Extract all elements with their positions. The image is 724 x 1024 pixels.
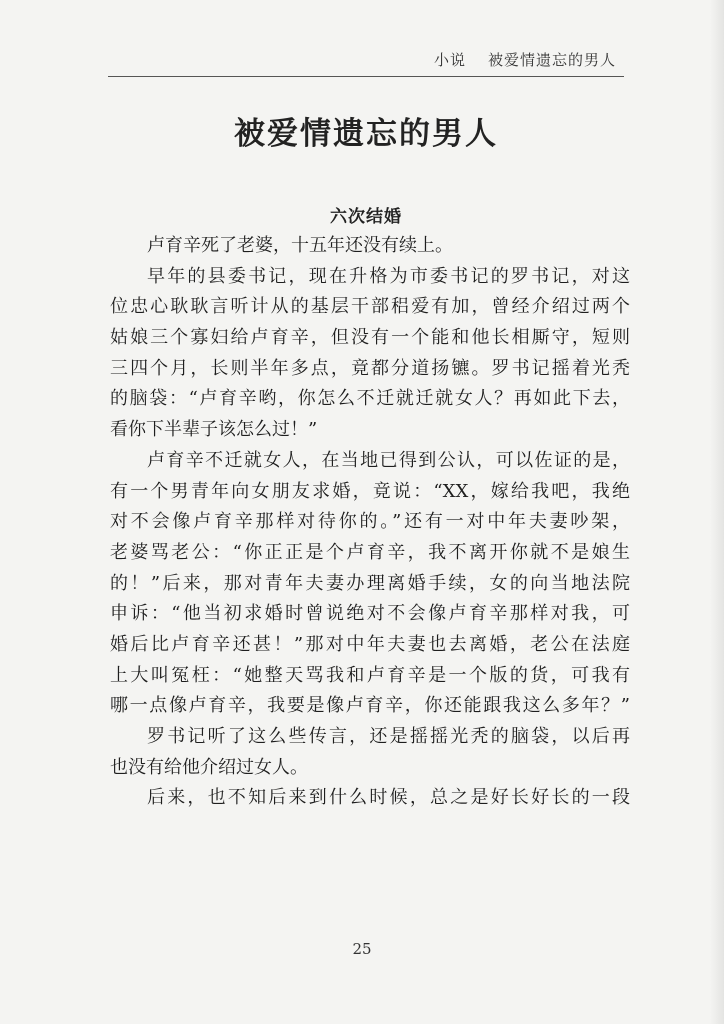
text-line: 婚后比卢育辛还甚！”那对中年夫妻也去离婚，老公在法庭 (110, 633, 630, 655)
text-line: 罗书记听了这么些传言，还是摇摇光秃的脑袋，以后再 (147, 726, 630, 747)
text-line: 的！”后来，那对青年夫妻办理离婚手续，女的向当地法院 (110, 572, 630, 594)
text-line: 三四个月，长则半年多点，竟都分道扬镳。罗书记摇着光秃 (110, 357, 630, 379)
text-line: 哪一点像卢育辛，我要是像卢育辛，你还能跟我这么多年？” (110, 695, 630, 717)
text-line: 的脑袋：“卢育辛哟，你怎么不迁就迁就女人？再如此下去， (110, 388, 630, 410)
text-line: 卢育辛死了老婆，十五年还没有续上。 (147, 235, 453, 256)
text-line: 卢育辛不迁就女人，在当地已得到公认，可以佐证的是， (147, 449, 630, 471)
text-line: 姑娘三个寡妇给卢育辛，但没有一个能和他长相厮守，短则 (110, 327, 630, 349)
text-line: 位忠心耿耿言听计从的基层干部稆爱有加，曾经介绍过两个 (110, 296, 630, 318)
page-edge-shadow (710, 0, 724, 1024)
running-header-title: 被爱情遗忘的男人 (487, 51, 616, 69)
story-title: 被爱情遗忘的男人 (234, 116, 498, 152)
body-text (110, 231, 630, 814)
text-line: 老婆骂老公：“你正正是个卢育辛，我不离开你就不是娘生 (110, 541, 630, 563)
text-line: 申诉：“他当初求婚时曾说绝对不会像卢育辛那样对我，可 (110, 603, 630, 625)
running-header (434, 49, 616, 70)
header-rule (108, 76, 624, 77)
section-heading: 六次结婚 (330, 207, 402, 227)
text-line: 也没有给他介绍过女人。 (110, 756, 308, 778)
text-line: 对不会像卢育辛那样对待你的。”还有一对中年夫妻吵架， (110, 511, 630, 533)
text-line: 后来，也不知后来到什么时候，总之是好长好长的一段 (147, 787, 630, 809)
page-number: 25 (352, 940, 372, 958)
text-line: 看你下半辈子该怎么过！” (110, 419, 318, 441)
running-header-section: 小说 (433, 51, 466, 69)
text-line: 早年的县委书记，现在升格为市委书记的罗书记，对这 (147, 265, 630, 287)
text-line: 有一个男青年向女朋友求婚，竟说：“XX，嫁给我吧，我绝 (110, 480, 630, 502)
text-line: 上大叫冤枉：“她整天骂我和卢育辛是一个版的货，可我有 (110, 664, 630, 686)
